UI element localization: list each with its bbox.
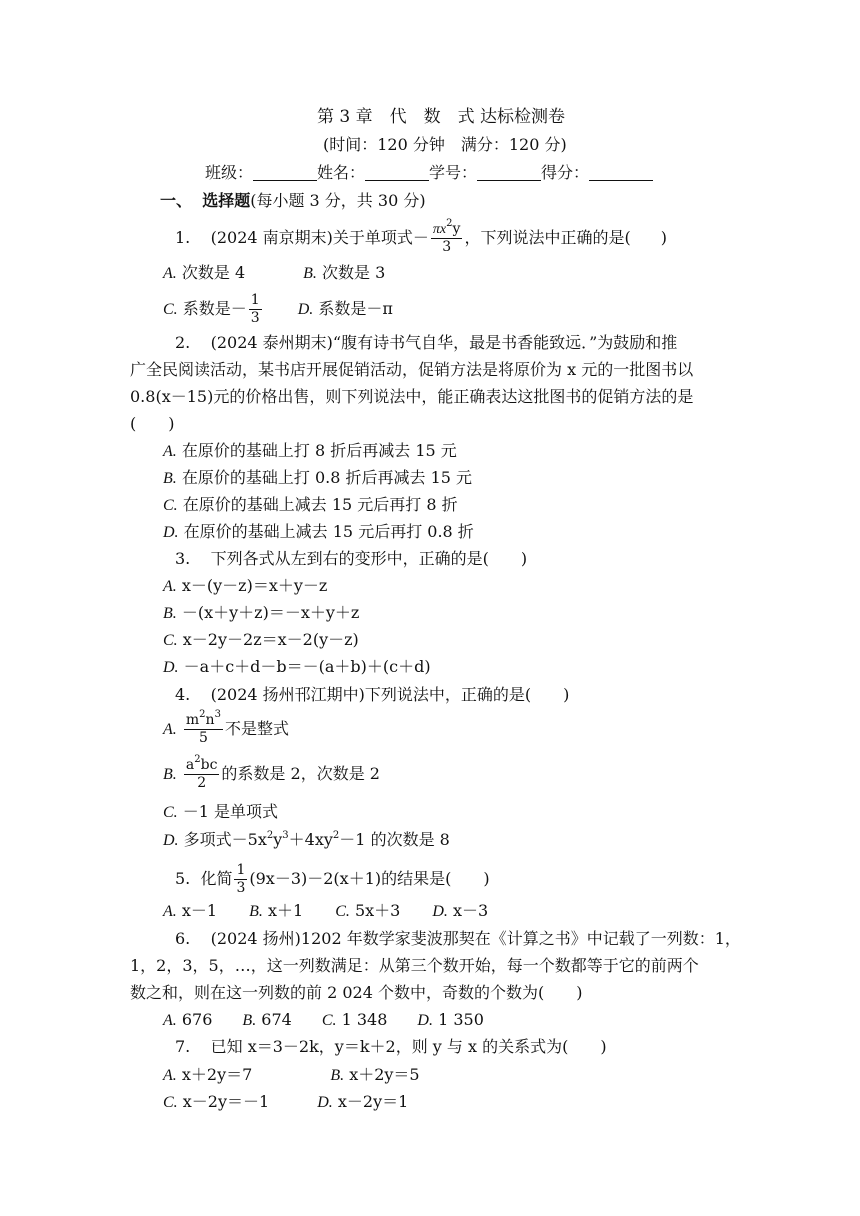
- q2-option-b-row[interactable]: [163, 467, 472, 490]
- name-blank[interactable]: [365, 166, 429, 181]
- q1-c-frac-num: 1: [250, 292, 260, 308]
- q2-option-b: 在原价的基础上打 0.8 折后再减去 15 元: [181, 468, 473, 487]
- q4-a-base-2: n: [205, 712, 215, 728]
- q5-option-b-letter: B.: [249, 903, 263, 920]
- question-1: [175, 218, 667, 256]
- q1-option-b-letter: B.: [303, 265, 317, 282]
- q7-option-a[interactable]: x＋2y＝7: [181, 1065, 253, 1084]
- question-2-line-1: [175, 332, 677, 354]
- q6-option-a[interactable]: 676: [181, 1010, 213, 1029]
- q2-option-a-row[interactable]: [163, 440, 457, 463]
- q1-text-a: 关于单项式－: [332, 228, 429, 247]
- q1-option-a-letter: A.: [163, 265, 177, 282]
- q4-b-base-2: bc: [200, 757, 218, 773]
- q1-text-b: ，下列说法中正确的是(: [464, 228, 631, 247]
- q4-option-b: 的系数是 2，次数是 2: [221, 764, 380, 783]
- q4-d-exp-2: 3: [282, 830, 289, 841]
- q7-option-d[interactable]: x－2y＝1: [337, 1092, 409, 1111]
- q4-b-den: 2: [197, 775, 207, 791]
- score-blank[interactable]: [589, 166, 653, 181]
- q5-option-d[interactable]: x－3: [453, 901, 489, 920]
- q4-option-c: －1 是单项式: [182, 802, 279, 821]
- q3-option-d: －a＋c＋d－b＝－(a＋b)＋(c＋d): [183, 657, 431, 676]
- q7-options-row-1: [163, 1064, 420, 1087]
- q4-b-base-1: a: [185, 757, 195, 773]
- q2-text-line-3: 0.8(x－15)元的价格出售，则下列说法中，能正确表达这批图书的促销方法的是: [130, 387, 694, 406]
- q4-option-a-row[interactable]: [163, 709, 289, 747]
- q6-option-c[interactable]: 1 348: [341, 1010, 388, 1029]
- q3-text: 下列各式从左到右的变形中，正确的是( ): [210, 549, 528, 568]
- q4-a-exp-1: 2: [199, 709, 206, 720]
- q6-option-b-letter: B.: [242, 1012, 257, 1029]
- q1-option-d[interactable]: 系数是－π: [318, 299, 393, 318]
- q4-d-tail: －1 的次数是 8: [339, 830, 450, 849]
- q1-monomial-fraction: [431, 218, 463, 256]
- q4-option-c-row[interactable]: [163, 801, 278, 824]
- q7-option-b[interactable]: x＋2y＝5: [349, 1065, 420, 1084]
- q5-frac-den: 3: [236, 880, 246, 896]
- q1-number: 1.: [175, 228, 191, 247]
- q2-option-d: 在原价的基础上减去 15 元后再打 0.8 折: [183, 522, 474, 541]
- q5-text-pre: 化简: [200, 869, 233, 888]
- q7-option-a-letter: A.: [163, 1067, 177, 1084]
- class-label: 班级：: [205, 163, 254, 182]
- q6-text-line-1: (2024 扬州)1202 年数学家斐波那契在《计算之书》中记载了一列数：1，: [210, 929, 741, 948]
- q2-option-a: 在原价的基础上打 8 折后再减去 15 元: [181, 441, 457, 460]
- q3-option-c-row[interactable]: [163, 629, 359, 652]
- q3-option-b: －(x＋y＋z)＝－x＋y＋z: [181, 603, 360, 622]
- q2-option-c-letter: C.: [163, 497, 178, 514]
- q4-option-a: 不是整式: [224, 719, 289, 738]
- q5-frac-num: 1: [236, 862, 246, 878]
- q1-close-paren: ): [660, 228, 667, 247]
- question-6-line-1: [175, 928, 741, 950]
- q2-option-b-letter: B.: [163, 470, 177, 487]
- q5-option-d-letter: D.: [432, 903, 448, 920]
- q3-option-c: x－2y－2z＝x－2(y－z): [182, 630, 359, 649]
- q4-a-den: 5: [198, 730, 208, 746]
- question-3: [175, 548, 527, 570]
- q6-option-c-letter: C.: [321, 1012, 337, 1029]
- q7-option-b-letter: B.: [330, 1067, 345, 1084]
- q4-option-b-letter: B.: [163, 766, 177, 783]
- q3-option-c-letter: C.: [163, 632, 178, 649]
- question-5: [175, 862, 490, 897]
- student-id-label: 学号：: [429, 163, 478, 182]
- q1-options-row-2: [163, 292, 393, 327]
- q4-d-exp-3: 2: [332, 830, 340, 841]
- q1-frac-num-tail: y: [452, 221, 461, 237]
- q4-option-b-row[interactable]: [163, 754, 380, 792]
- q4-b-exp-1: 2: [194, 754, 201, 765]
- q5-number: 5.: [175, 869, 191, 888]
- q2-option-a-letter: A.: [163, 443, 177, 460]
- q5-option-c-letter: C.: [335, 903, 350, 920]
- q2-text-line-2: 广全民阅读活动，某书店开展促销活动，促销方法是将原价为 x 元的一批图书以: [130, 360, 694, 379]
- q3-option-d-letter: D.: [163, 659, 179, 676]
- q4-d-mid-1: y: [273, 830, 283, 849]
- q4-option-d: 多项式－5x: [183, 830, 267, 849]
- q2-text-line-1: (2024 泰州期末)“腹有诗书气自华，最是书香能致远．”为鼓励和推: [210, 333, 678, 352]
- name-label: 姓名：: [317, 163, 366, 182]
- q3-option-d-row[interactable]: [163, 656, 431, 679]
- q7-options-row-2: [163, 1091, 408, 1114]
- q4-option-d-row[interactable]: [163, 829, 450, 852]
- q7-option-c[interactable]: x－2y＝－1: [182, 1092, 270, 1111]
- class-blank[interactable]: [253, 166, 317, 181]
- q3-number: 3.: [175, 549, 191, 568]
- question-7: [175, 1036, 607, 1058]
- q6-text-line-3: 数之和，则在这一列数的前 2 024 个数中，奇数的个数为( ): [130, 983, 583, 1002]
- q1-option-d-letter: D.: [297, 301, 314, 318]
- section-title: 选择题: [202, 191, 251, 210]
- q3-option-b-letter: B.: [163, 605, 177, 622]
- q1-options-row-1: [163, 262, 385, 285]
- q6-number: 6.: [175, 929, 191, 948]
- q1-option-b[interactable]: 次数是 3: [322, 263, 386, 282]
- q4-option-d-letter: D.: [163, 832, 179, 849]
- q4-number: 4.: [175, 685, 191, 704]
- q4-a-base-1: m: [185, 712, 200, 728]
- q3-option-a-letter: A.: [163, 578, 177, 595]
- q1-option-c[interactable]: 系数是－: [182, 299, 247, 318]
- q7-text: 已知 x＝3－2k，y＝k＋2，则 y 与 x 的关系式为( ): [210, 1037, 607, 1056]
- q5-option-a-letter: A.: [163, 903, 177, 920]
- q1-option-c-letter: C.: [163, 301, 178, 318]
- q6-options-row: [163, 1009, 484, 1032]
- student-id-blank[interactable]: [477, 166, 541, 181]
- q1-frac-exp: 2: [446, 218, 453, 229]
- q2-text-line-4: ( ): [130, 414, 175, 433]
- q6-text-line-2: 1，2，3，5，…，这一列数满足：从第三个数开始，每一个数都等于它的前两个: [130, 956, 699, 975]
- question-4: [175, 684, 569, 706]
- student-info-row: [205, 162, 653, 184]
- q7-number: 7.: [175, 1037, 191, 1056]
- q2-option-d-letter: D.: [163, 524, 179, 541]
- q3-option-a-row[interactable]: [163, 575, 327, 598]
- q4-d-exp-1: 2: [266, 830, 274, 841]
- page-subtitle: (时间：120 分钟 满分：120 分): [323, 135, 567, 154]
- q1-frac-den: 3: [442, 239, 452, 255]
- q5-text: (9x－3)－2(x＋1)的结果是( ): [249, 869, 490, 888]
- q4-option-b-fraction: [184, 754, 220, 792]
- q7-option-c-letter: C.: [163, 1094, 178, 1111]
- q1-source: (2024 南京期末): [210, 228, 333, 247]
- section-heading: [160, 190, 426, 212]
- q4-option-a-fraction: [184, 709, 223, 747]
- q6-option-b[interactable]: 674: [261, 1010, 292, 1029]
- q2-number: 2.: [175, 333, 191, 352]
- q1-option-c-fraction: [249, 292, 262, 327]
- q2-option-c-row[interactable]: [163, 494, 458, 517]
- q5-fraction: [234, 862, 247, 897]
- q4-option-c-letter: C.: [163, 804, 178, 821]
- q2-option-c: 在原价的基础上减去 15 元后再打 8 折: [182, 495, 458, 514]
- q3-option-a: x－(y－z)＝x＋y－z: [181, 576, 328, 595]
- q1-c-frac-den: 3: [250, 310, 260, 326]
- q6-option-d[interactable]: 1 350: [438, 1010, 484, 1029]
- q5-option-c[interactable]: 5x＋3: [354, 901, 401, 920]
- q1-option-a[interactable]: 次数是 4: [181, 263, 246, 282]
- q4-text: (2024 扬州邗江期中)下列说法中，正确的是( ): [210, 685, 570, 704]
- q6-option-a-letter: A.: [163, 1012, 177, 1029]
- q3-option-b-row[interactable]: [163, 602, 359, 625]
- page-title: 第 3 章 代 数 式 达标检测卷: [317, 107, 566, 127]
- q4-option-a-letter: A.: [163, 721, 177, 738]
- q6-option-d-letter: D.: [417, 1012, 433, 1029]
- score-label: 得分：: [541, 163, 590, 182]
- q5-options-row: [163, 900, 488, 923]
- q4-d-mid-2: ＋4xy: [288, 830, 333, 849]
- section-number: 一、: [160, 191, 193, 210]
- q2-option-d-row[interactable]: [163, 521, 474, 544]
- section-note: (每小题 3 分，共 30 分): [250, 191, 426, 210]
- q7-option-d-letter: D.: [317, 1094, 333, 1111]
- q5-option-b[interactable]: x＋1: [267, 901, 304, 920]
- q4-a-exp-2: 3: [214, 709, 221, 720]
- q1-frac-num: πx: [432, 222, 447, 237]
- q5-option-a[interactable]: x－1: [181, 901, 218, 920]
